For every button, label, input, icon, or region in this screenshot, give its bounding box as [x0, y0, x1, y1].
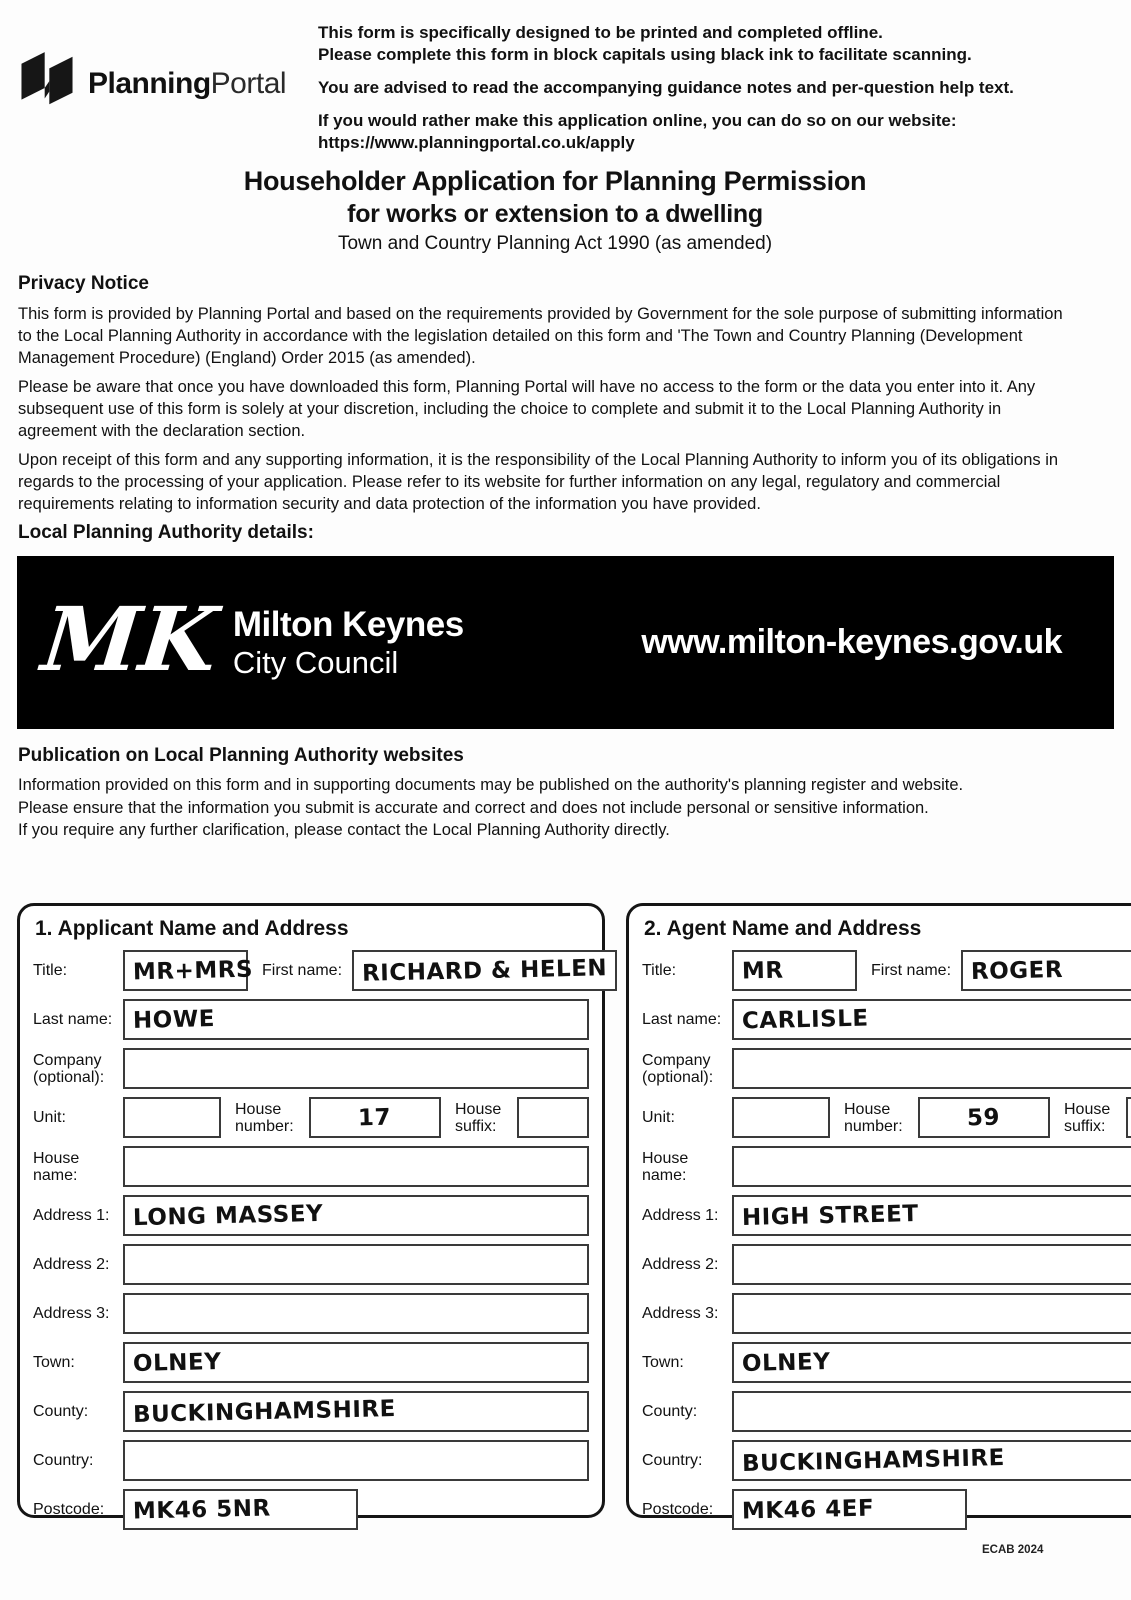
applicant-unit-row	[33, 1097, 589, 1138]
agent-address3-field[interactable]	[732, 1293, 1131, 1334]
applicant-postcode-value: MK46 5NR	[132, 1494, 271, 1525]
agent-first-name-value: ROGER	[970, 956, 1064, 985]
agent-last-name-value: CARLISLE	[741, 1005, 869, 1034]
county-label: County:	[642, 1403, 698, 1420]
council-website: www.milton-keynes.gov.uk	[641, 623, 1062, 661]
applicant-address1-row	[33, 1195, 589, 1236]
form-subtitle: Town and Country Planning Act 1990 (as amended)	[337, 233, 773, 254]
form-title-line1: Householder Application for Planning Permission	[243, 166, 867, 196]
agent-company-field[interactable]	[732, 1048, 1131, 1089]
applicant-company-field[interactable]	[123, 1048, 589, 1089]
address1-label: Address 1:	[33, 1207, 110, 1224]
agent-title-field[interactable]	[732, 950, 857, 991]
title-label: Title:	[642, 962, 677, 979]
house-suffix-label: House suffix:	[455, 1100, 502, 1135]
agent-section-heading: 2. Agent Name and Address	[644, 917, 922, 940]
form-title-block	[0, 164, 1110, 258]
applicant-first-name-field[interactable]	[352, 950, 617, 991]
milton-keynes-logo: MK	[37, 586, 223, 691]
applicant-first-name-value: RICHARD & HELEN	[361, 954, 608, 987]
last-name-label: Last name:	[642, 1011, 722, 1028]
applicant-unit-field[interactable]	[123, 1097, 221, 1138]
applicant-section-heading: 1. Applicant Name and Address	[35, 917, 349, 940]
publication-line: Information provided on this form and in supporting documents may be published on the authority's planning register and website.	[18, 776, 964, 794]
company-label: Company (optional):	[33, 1051, 105, 1086]
agent-house-suffix-field[interactable]	[1126, 1097, 1131, 1138]
publication-line: If you require any further clarification, please contact the Local Planning Authority directly.	[18, 821, 670, 839]
agent-town-value: OLNEY	[741, 1348, 831, 1377]
lpa-banner	[17, 556, 1114, 729]
agent-address2-row	[642, 1244, 1131, 1285]
agent-postcode-field[interactable]	[732, 1489, 967, 1530]
agent-address3-row	[642, 1293, 1131, 1334]
applicant-last-name-field[interactable]	[123, 999, 589, 1040]
logo-word-planning: Planning	[88, 67, 211, 100]
council-name-line1: Milton Keynes	[232, 604, 464, 644]
planning-portal-logo-text	[88, 67, 286, 101]
unit-label: Unit:	[33, 1109, 66, 1126]
applicant-house-name-field[interactable]	[123, 1146, 589, 1187]
planning-portal-logo	[18, 14, 318, 154]
applicant-last-name-value: HOWE	[132, 1005, 216, 1034]
council-name-line2: City Council	[232, 644, 399, 680]
applicant-town-row	[33, 1342, 589, 1383]
header-note-line: If you would rather make this application online, you can do so on our website:	[318, 111, 957, 130]
company-label: Company (optional):	[642, 1051, 714, 1086]
unit-label: Unit:	[642, 1109, 675, 1126]
applicant-house-name-row	[33, 1146, 589, 1187]
agent-country-row	[642, 1440, 1131, 1481]
agent-title-row	[642, 950, 1131, 991]
town-label: Town:	[33, 1354, 75, 1371]
agent-address1-row	[642, 1195, 1131, 1236]
house-suffix-label: House suffix:	[1064, 1100, 1111, 1135]
lpa-details-heading: Local Planning Authority details:	[18, 522, 314, 543]
town-label: Town:	[642, 1354, 684, 1371]
agent-address2-field[interactable]	[732, 1244, 1131, 1285]
address1-label: Address 1:	[642, 1207, 719, 1224]
applicant-house-suffix-field[interactable]	[517, 1097, 589, 1138]
applicant-title-row	[33, 950, 608, 991]
planning-portal-logo-icon	[18, 46, 76, 122]
name-address-forms	[17, 903, 1114, 1525]
agent-county-field[interactable]	[732, 1391, 1131, 1432]
agent-country-value: BUCKINGHAMSHIRE	[741, 1444, 1006, 1477]
country-label: Country:	[33, 1452, 94, 1469]
first-name-label: First name:	[871, 962, 952, 979]
header-note-line: Please complete this form in block capitals using black ink to facilitate scanning.	[318, 45, 972, 64]
applicant-address1-field[interactable]	[123, 1195, 589, 1236]
country-label: Country:	[642, 1452, 703, 1469]
applicant-title-field[interactable]	[123, 950, 254, 991]
applicant-country-field[interactable]	[123, 1440, 589, 1481]
privacy-notice-section	[18, 272, 1113, 515]
privacy-paragraph: Please be aware that once you have downloaded this form, Planning Portal will have no access to the form or the data you enter into it. Any subsequent use of this form is solely at your discretion, including the choice to complete and submit it to the Local Planning Authority in agreement with the declaration section.	[18, 378, 1036, 440]
form-title-line2: for works or extension to a dwelling	[347, 200, 763, 228]
council-name	[233, 605, 464, 681]
logo-word-portal: Portal	[210, 67, 287, 100]
address2-label: Address 2:	[642, 1256, 719, 1273]
agent-country-field[interactable]	[732, 1440, 1131, 1481]
applicant-address2-field[interactable]	[123, 1244, 589, 1285]
agent-section	[626, 903, 1131, 1524]
applicant-county-field[interactable]	[123, 1391, 589, 1432]
applicant-house-number-value: 17	[358, 1104, 392, 1131]
applicant-town-value: OLNEY	[132, 1348, 222, 1377]
first-name-label: First name:	[262, 962, 343, 979]
address3-label: Address 3:	[33, 1305, 110, 1322]
agent-unit-row	[642, 1097, 1131, 1138]
applicant-last-name-row	[33, 999, 589, 1040]
applicant-title-value: MR+MRS	[132, 956, 254, 985]
privacy-paragraph: This form is provided by Planning Portal and based on the requirements provided by Government for the sole purpose of submitting information to the Local Planning Authority in accordance with the legislation detailed on this form and 'The Town and Country Planning (Development Management Procedure) (England) Order 2015 (as amended).	[18, 305, 1063, 367]
agent-house-number-value: 59	[967, 1104, 1001, 1131]
agent-town-row	[642, 1342, 1131, 1383]
agent-first-name-field[interactable]	[961, 950, 1131, 991]
applicant-company-row	[33, 1048, 589, 1089]
agent-last-name-row	[642, 999, 1131, 1040]
county-label: County:	[33, 1403, 89, 1420]
header-note-line: This form is specifically designed to be printed and completed offline.	[318, 23, 883, 42]
applicant-address3-row	[33, 1293, 589, 1334]
agent-unit-field[interactable]	[732, 1097, 830, 1138]
applicant-postcode-row	[33, 1489, 589, 1530]
last-name-label: Last name:	[33, 1011, 113, 1028]
postcode-label: Postcode:	[642, 1501, 714, 1518]
agent-postcode-row	[642, 1489, 1131, 1530]
applicant-house-number-field[interactable]	[309, 1097, 441, 1138]
agent-address1-value: HIGH STREET	[741, 1200, 919, 1231]
house-name-label: House name:	[642, 1149, 689, 1184]
applicant-county-row	[33, 1391, 589, 1432]
agent-town-field[interactable]	[732, 1342, 1131, 1383]
address2-label: Address 2:	[33, 1256, 110, 1273]
applicant-section	[17, 903, 608, 1525]
agent-house-number-field[interactable]	[918, 1097, 1050, 1138]
agent-last-name-field[interactable]	[732, 999, 1131, 1040]
agent-postcode-value: MK46 4EF	[741, 1495, 875, 1524]
address3-label: Address 3:	[642, 1305, 719, 1322]
privacy-paragraph: Upon receipt of this form and any supporting information, it is the responsibility of the Local Planning Authority to inform you of its obligations in regards to the processing of your application. Please refer to its website for further information on any legal, regulatory and commercial requirements relating to information security and data protection of the information you have provided.	[18, 451, 1059, 513]
house-number-label: House number:	[844, 1100, 903, 1135]
agent-company-row	[642, 1048, 1131, 1089]
header-note-line: You are advised to read the accompanying guidance notes and per-question help text.	[318, 78, 1014, 97]
agent-title-value: MR	[741, 957, 784, 984]
applicant-country-row	[33, 1440, 589, 1481]
page-header	[18, 14, 1113, 154]
applicant-address1-value: LONG MASSEY	[132, 1200, 324, 1231]
header-note-url: https://www.planningportal.co.uk/apply	[318, 133, 635, 152]
postcode-label: Postcode:	[33, 1501, 105, 1518]
applicant-postcode-field[interactable]	[123, 1489, 358, 1530]
house-name-label: House name:	[33, 1149, 80, 1184]
agent-house-name-field[interactable]	[732, 1146, 1131, 1187]
applicant-address3-field[interactable]	[123, 1293, 589, 1334]
applicant-town-field[interactable]	[123, 1342, 589, 1383]
publication-section	[18, 744, 1113, 842]
header-instructions	[318, 14, 1113, 154]
privacy-notice-heading: Privacy Notice	[18, 273, 149, 294]
agent-address1-field[interactable]	[732, 1195, 1131, 1236]
title-label: Title:	[33, 962, 68, 979]
house-number-label: House number:	[235, 1100, 294, 1135]
publication-line: Please ensure that the information you submit is accurate and correct and does not include personal or sensitive information.	[18, 798, 929, 817]
agent-house-name-row	[642, 1146, 1131, 1187]
publication-heading: Publication on Local Planning Authority websites	[18, 745, 464, 766]
agent-county-row	[642, 1391, 1131, 1432]
applicant-county-value: BUCKINGHAMSHIRE	[132, 1395, 397, 1428]
applicant-address2-row	[33, 1244, 589, 1285]
form-reference-code: ECAB 2024	[982, 1544, 1044, 1556]
